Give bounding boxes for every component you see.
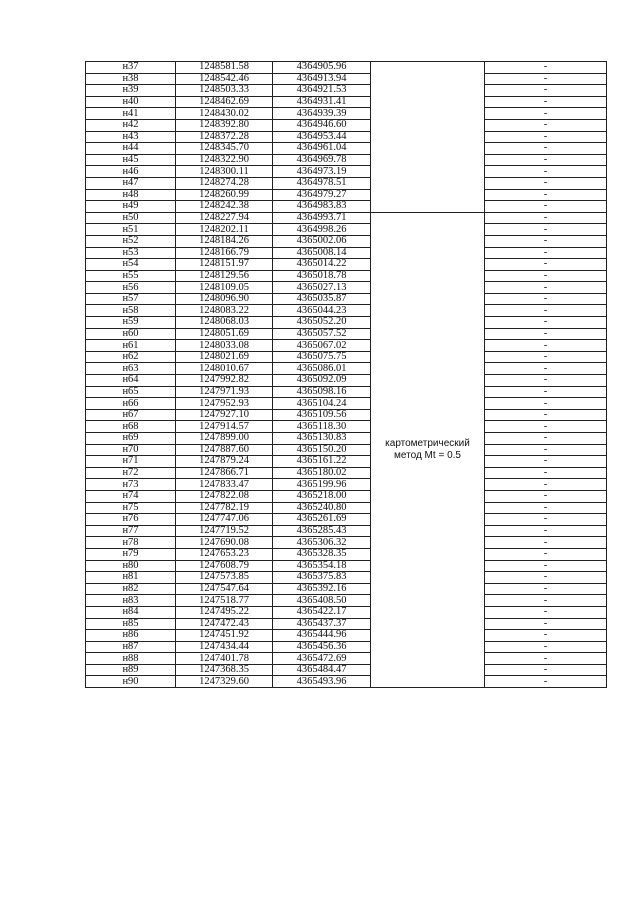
table-row	[86, 270, 607, 282]
y-coordinate-cell: 4365444.96	[273, 630, 371, 642]
table-row	[86, 467, 607, 479]
point-name-cell: н66	[86, 398, 176, 410]
description-cell: -	[485, 386, 607, 398]
table-row	[86, 212, 607, 224]
description-cell: -	[485, 583, 607, 595]
description-cell: -	[485, 282, 607, 294]
table-row	[86, 224, 607, 236]
table-row	[86, 502, 607, 514]
description-cell: -	[485, 421, 607, 433]
description-cell: -	[485, 467, 607, 479]
table-row	[86, 421, 607, 433]
point-name-cell: н62	[86, 351, 176, 363]
point-name-cell: н49	[86, 201, 176, 213]
description-cell: -	[485, 328, 607, 340]
y-coordinate-cell: 4365067.02	[273, 340, 371, 352]
x-coordinate-cell: 1248109.05	[176, 282, 273, 294]
table-row	[86, 189, 607, 201]
y-coordinate-cell: 4364939.39	[273, 108, 371, 120]
y-coordinate-cell: 4365180.02	[273, 467, 371, 479]
y-coordinate-cell: 4364978.51	[273, 177, 371, 189]
y-coordinate-cell: 4365027.13	[273, 282, 371, 294]
table-row	[86, 235, 607, 247]
y-coordinate-cell: 4365261.69	[273, 514, 371, 526]
description-cell: -	[485, 235, 607, 247]
description-cell: -	[485, 630, 607, 642]
table-row	[86, 514, 607, 526]
description-cell: -	[485, 444, 607, 456]
description-cell: -	[485, 189, 607, 201]
description-cell: -	[485, 131, 607, 143]
x-coordinate-cell: 1247434.44	[176, 641, 273, 653]
description-cell: -	[485, 96, 607, 108]
description-cell: -	[485, 351, 607, 363]
table-row	[86, 606, 607, 618]
table-row	[86, 375, 607, 387]
y-coordinate-cell: 4364998.26	[273, 224, 371, 236]
point-name-cell: н76	[86, 514, 176, 526]
y-coordinate-cell: 4365354.18	[273, 560, 371, 572]
x-coordinate-cell: 1247887.60	[176, 444, 273, 456]
x-coordinate-cell: 1248096.90	[176, 293, 273, 305]
description-cell: -	[485, 305, 607, 317]
description-cell: -	[485, 595, 607, 607]
y-coordinate-cell: 4365285.43	[273, 525, 371, 537]
description-cell: -	[485, 618, 607, 630]
table-row	[86, 247, 607, 259]
point-name-cell: н57	[86, 293, 176, 305]
y-coordinate-cell: 4365306.32	[273, 537, 371, 549]
point-name-cell: н55	[86, 270, 176, 282]
x-coordinate-cell: 1248542.46	[176, 73, 273, 85]
description-cell: -	[485, 143, 607, 155]
table-row	[86, 73, 607, 85]
point-name-cell: н42	[86, 119, 176, 131]
y-coordinate-cell: 4365240.80	[273, 502, 371, 514]
point-name-cell: н78	[86, 537, 176, 549]
x-coordinate-cell: 1248300.11	[176, 166, 273, 178]
table-row	[86, 119, 607, 131]
x-coordinate-cell: 1248033.08	[176, 340, 273, 352]
point-name-cell: н80	[86, 560, 176, 572]
table-row	[86, 131, 607, 143]
y-coordinate-cell: 4365044.23	[273, 305, 371, 317]
description-cell: -	[485, 433, 607, 445]
y-coordinate-cell: 4364993.71	[273, 212, 371, 224]
x-coordinate-cell: 1248166.79	[176, 247, 273, 259]
description-cell: -	[485, 177, 607, 189]
x-coordinate-cell: 1247518.77	[176, 595, 273, 607]
table-row	[86, 386, 607, 398]
table-row	[86, 96, 607, 108]
y-coordinate-cell: 4365218.00	[273, 490, 371, 502]
table-row	[86, 340, 607, 352]
table-row	[86, 398, 607, 410]
x-coordinate-cell: 1248392.80	[176, 119, 273, 131]
y-coordinate-cell: 4365008.14	[273, 247, 371, 259]
point-name-cell: н39	[86, 85, 176, 97]
x-coordinate-cell: 1247971.93	[176, 386, 273, 398]
point-name-cell: н63	[86, 363, 176, 375]
description-cell: -	[485, 270, 607, 282]
x-coordinate-cell: 1248021.69	[176, 351, 273, 363]
description-cell: -	[485, 73, 607, 85]
description-cell: -	[485, 514, 607, 526]
point-name-cell: н59	[86, 317, 176, 329]
description-cell: -	[485, 537, 607, 549]
x-coordinate-cell: 1247608.79	[176, 560, 273, 572]
table-row	[86, 537, 607, 549]
table-row	[86, 293, 607, 305]
y-coordinate-cell: 4365014.22	[273, 259, 371, 271]
y-coordinate-cell: 4365035.87	[273, 293, 371, 305]
description-cell: -	[485, 676, 607, 688]
y-coordinate-cell: 4364983.83	[273, 201, 371, 213]
description-cell: -	[485, 456, 607, 468]
y-coordinate-cell: 4364931.41	[273, 96, 371, 108]
y-coordinate-cell: 4365493.96	[273, 676, 371, 688]
table-row	[86, 85, 607, 97]
x-coordinate-cell: 1247952.93	[176, 398, 273, 410]
description-cell: -	[485, 409, 607, 421]
x-coordinate-cell: 1247401.78	[176, 653, 273, 665]
x-coordinate-cell: 1247451.92	[176, 630, 273, 642]
description-cell: -	[485, 363, 607, 375]
description-cell: -	[485, 259, 607, 271]
table-row	[86, 664, 607, 676]
table-row	[86, 328, 607, 340]
y-coordinate-cell: 4365109.56	[273, 409, 371, 421]
point-name-cell: н58	[86, 305, 176, 317]
y-coordinate-cell: 4365375.83	[273, 572, 371, 584]
table-row	[86, 525, 607, 537]
y-coordinate-cell: 4364979.27	[273, 189, 371, 201]
table-row	[86, 583, 607, 595]
x-coordinate-cell: 1248462.69	[176, 96, 273, 108]
x-coordinate-cell: 1248274.28	[176, 177, 273, 189]
table-row	[86, 177, 607, 189]
point-name-cell: н43	[86, 131, 176, 143]
x-coordinate-cell: 1248227.94	[176, 212, 273, 224]
x-coordinate-cell: 1247914.57	[176, 421, 273, 433]
table-row	[86, 305, 607, 317]
x-coordinate-cell: 1248430.02	[176, 108, 273, 120]
table-row	[86, 143, 607, 155]
point-name-cell: н86	[86, 630, 176, 642]
description-cell: -	[485, 85, 607, 97]
table-row	[86, 630, 607, 642]
y-coordinate-cell: 4365075.75	[273, 351, 371, 363]
point-name-cell: н68	[86, 421, 176, 433]
x-coordinate-cell: 1247747.06	[176, 514, 273, 526]
point-name-cell: н90	[86, 676, 176, 688]
point-name-cell: н52	[86, 235, 176, 247]
description-cell: -	[485, 247, 607, 259]
point-name-cell: н44	[86, 143, 176, 155]
y-coordinate-cell: 4364921.53	[273, 85, 371, 97]
point-name-cell: н47	[86, 177, 176, 189]
point-name-cell: н69	[86, 433, 176, 445]
table-row	[86, 317, 607, 329]
x-coordinate-cell: 1247472.43	[176, 618, 273, 630]
x-coordinate-cell: 1247833.47	[176, 479, 273, 491]
point-name-cell: н82	[86, 583, 176, 595]
point-name-cell: н87	[86, 641, 176, 653]
table-row	[86, 456, 607, 468]
description-cell: -	[485, 548, 607, 560]
y-coordinate-cell: 4364913.94	[273, 73, 371, 85]
y-coordinate-cell: 4365150.20	[273, 444, 371, 456]
x-coordinate-cell: 1248083.22	[176, 305, 273, 317]
table-row	[86, 154, 607, 166]
method-cell	[371, 62, 485, 213]
y-coordinate-cell: 4365057.52	[273, 328, 371, 340]
y-coordinate-cell: 4365086.01	[273, 363, 371, 375]
point-name-cell: н56	[86, 282, 176, 294]
description-cell: -	[485, 641, 607, 653]
x-coordinate-cell: 1248051.69	[176, 328, 273, 340]
table-row	[86, 166, 607, 178]
y-coordinate-cell: 4365328.35	[273, 548, 371, 560]
point-name-cell: н75	[86, 502, 176, 514]
description-cell: -	[485, 490, 607, 502]
table-row	[86, 560, 607, 572]
y-coordinate-cell: 4364969.78	[273, 154, 371, 166]
point-name-cell: н70	[86, 444, 176, 456]
point-name-cell: н81	[86, 572, 176, 584]
table-row	[86, 433, 607, 445]
description-cell: -	[485, 108, 607, 120]
x-coordinate-cell: 1247719.52	[176, 525, 273, 537]
x-coordinate-cell: 1247329.60	[176, 676, 273, 688]
description-cell: -	[485, 201, 607, 213]
table-row	[86, 572, 607, 584]
table-row	[86, 363, 607, 375]
point-name-cell: н65	[86, 386, 176, 398]
point-name-cell: н40	[86, 96, 176, 108]
point-name-cell: н89	[86, 664, 176, 676]
y-coordinate-cell: 4364946.60	[273, 119, 371, 131]
point-name-cell: н74	[86, 490, 176, 502]
point-name-cell: н38	[86, 73, 176, 85]
y-coordinate-cell: 4365092.09	[273, 375, 371, 387]
x-coordinate-cell: 1247879.24	[176, 456, 273, 468]
point-name-cell: н48	[86, 189, 176, 201]
point-name-cell: н72	[86, 467, 176, 479]
y-coordinate-cell: 4365408.50	[273, 595, 371, 607]
description-cell: -	[485, 606, 607, 618]
y-coordinate-cell: 4365002.06	[273, 235, 371, 247]
coordinates-table-body	[86, 62, 607, 688]
x-coordinate-cell: 1247690.08	[176, 537, 273, 549]
point-name-cell: н53	[86, 247, 176, 259]
description-cell: -	[485, 479, 607, 491]
x-coordinate-cell: 1248260.99	[176, 189, 273, 201]
y-coordinate-cell: 4364905.96	[273, 62, 371, 74]
table-row	[86, 618, 607, 630]
x-coordinate-cell: 1247495.22	[176, 606, 273, 618]
description-cell: -	[485, 572, 607, 584]
point-name-cell: н54	[86, 259, 176, 271]
table-row	[86, 595, 607, 607]
point-name-cell: н83	[86, 595, 176, 607]
point-name-cell: н84	[86, 606, 176, 618]
table-row	[86, 653, 607, 665]
x-coordinate-cell: 1248129.56	[176, 270, 273, 282]
point-name-cell: н51	[86, 224, 176, 236]
description-cell: -	[485, 212, 607, 224]
y-coordinate-cell: 4365456.36	[273, 641, 371, 653]
y-coordinate-cell: 4365098.16	[273, 386, 371, 398]
x-coordinate-cell: 1247992.82	[176, 375, 273, 387]
table-row	[86, 201, 607, 213]
description-cell: -	[485, 340, 607, 352]
x-coordinate-cell: 1247782.19	[176, 502, 273, 514]
point-name-cell: н85	[86, 618, 176, 630]
x-coordinate-cell: 1248503.33	[176, 85, 273, 97]
table-row	[86, 490, 607, 502]
description-cell: -	[485, 62, 607, 74]
description-cell: -	[485, 375, 607, 387]
y-coordinate-cell: 4365437.37	[273, 618, 371, 630]
y-coordinate-cell: 4365161.22	[273, 456, 371, 468]
point-name-cell: н41	[86, 108, 176, 120]
point-name-cell: н73	[86, 479, 176, 491]
x-coordinate-cell: 1248151.97	[176, 259, 273, 271]
x-coordinate-cell: 1248242.38	[176, 201, 273, 213]
x-coordinate-cell: 1248322.90	[176, 154, 273, 166]
point-name-cell: н50	[86, 212, 176, 224]
table-row	[86, 351, 607, 363]
point-name-cell: н77	[86, 525, 176, 537]
x-coordinate-cell: 1248345.70	[176, 143, 273, 155]
y-coordinate-cell: 4365104.24	[273, 398, 371, 410]
y-coordinate-cell: 4365422.17	[273, 606, 371, 618]
table-row	[86, 409, 607, 421]
x-coordinate-cell: 1248202.11	[176, 224, 273, 236]
y-coordinate-cell: 4365130.83	[273, 433, 371, 445]
description-cell: -	[485, 293, 607, 305]
description-cell: -	[485, 502, 607, 514]
table-row	[86, 108, 607, 120]
point-name-cell: н61	[86, 340, 176, 352]
point-name-cell: н79	[86, 548, 176, 560]
y-coordinate-cell: 4365392.16	[273, 583, 371, 595]
point-name-cell: н64	[86, 375, 176, 387]
x-coordinate-cell: 1247927.10	[176, 409, 273, 421]
y-coordinate-cell: 4364973.19	[273, 166, 371, 178]
y-coordinate-cell: 4365472.69	[273, 653, 371, 665]
y-coordinate-cell: 4365018.78	[273, 270, 371, 282]
x-coordinate-cell: 1247368.35	[176, 664, 273, 676]
coordinates-table	[85, 61, 607, 688]
x-coordinate-cell: 1248581.58	[176, 62, 273, 74]
x-coordinate-cell: 1248068.03	[176, 317, 273, 329]
description-cell: -	[485, 560, 607, 572]
x-coordinate-cell: 1248184.26	[176, 235, 273, 247]
description-cell: -	[485, 154, 607, 166]
table-row	[86, 282, 607, 294]
x-coordinate-cell: 1247822.08	[176, 490, 273, 502]
description-cell: -	[485, 653, 607, 665]
description-cell: -	[485, 664, 607, 676]
point-name-cell: н46	[86, 166, 176, 178]
y-coordinate-cell: 4365199.96	[273, 479, 371, 491]
y-coordinate-cell: 4365052.20	[273, 317, 371, 329]
table-row	[86, 259, 607, 271]
y-coordinate-cell: 4364953.44	[273, 131, 371, 143]
description-cell: -	[485, 119, 607, 131]
description-cell: -	[485, 398, 607, 410]
x-coordinate-cell: 1247653.23	[176, 548, 273, 560]
x-coordinate-cell: 1247573.85	[176, 572, 273, 584]
description-cell: -	[485, 317, 607, 329]
table-row	[86, 641, 607, 653]
y-coordinate-cell: 4364961.04	[273, 143, 371, 155]
description-cell: -	[485, 224, 607, 236]
point-name-cell: н67	[86, 409, 176, 421]
point-name-cell: н88	[86, 653, 176, 665]
table-row	[86, 548, 607, 560]
x-coordinate-cell: 1247547.64	[176, 583, 273, 595]
description-cell: -	[485, 166, 607, 178]
y-coordinate-cell: 4365118.30	[273, 421, 371, 433]
point-name-cell: н45	[86, 154, 176, 166]
point-name-cell: н37	[86, 62, 176, 74]
table-row	[86, 444, 607, 456]
point-name-cell: н71	[86, 456, 176, 468]
y-coordinate-cell: 4365484.47	[273, 664, 371, 676]
table-row	[86, 479, 607, 491]
method-cell: картометрический метод Mt = 0.5	[371, 212, 485, 687]
x-coordinate-cell: 1247899.00	[176, 433, 273, 445]
table-row	[86, 676, 607, 688]
point-name-cell: н60	[86, 328, 176, 340]
table-row	[86, 62, 607, 74]
description-cell: -	[485, 525, 607, 537]
x-coordinate-cell: 1248372.28	[176, 131, 273, 143]
x-coordinate-cell: 1247866.71	[176, 467, 273, 479]
x-coordinate-cell: 1248010.67	[176, 363, 273, 375]
